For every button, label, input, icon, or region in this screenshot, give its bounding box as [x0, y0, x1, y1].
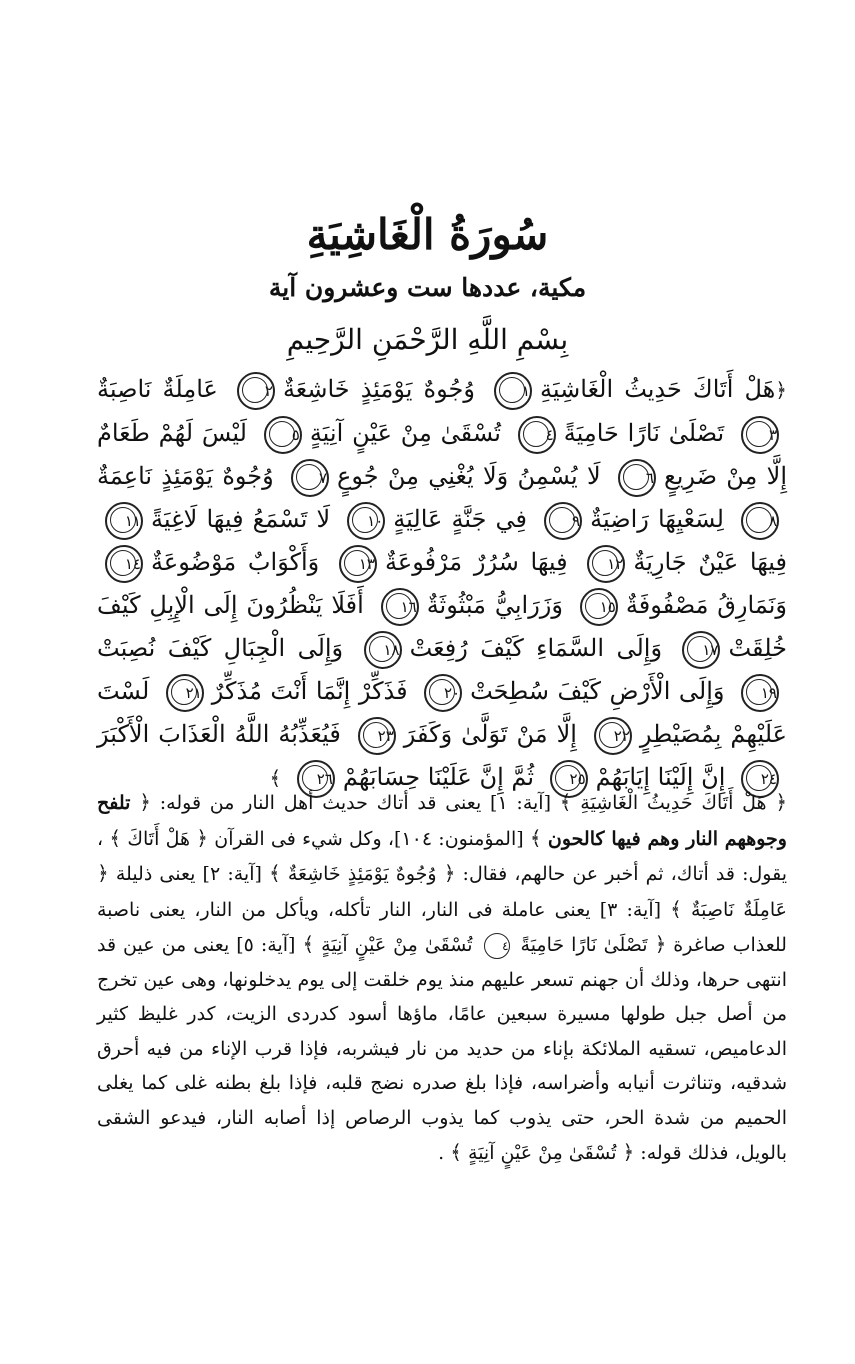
verse-text: وُجُوهٌ يَوْمَئِذٍ نَاعِمَةٌ — [97, 462, 274, 490]
verse-text: لَسْتَ عَلَيْهِمْ بِمُصَيْطِرٍ — [97, 677, 787, 748]
ayah-number-marker: ٢٢ — [594, 717, 632, 755]
bracket-close: ﴾ — [302, 932, 315, 956]
ayah-number-marker: ٢٠ — [424, 674, 462, 712]
bracket-open: ﴿ — [775, 790, 788, 814]
quote-verse: تُسْقَىٰ مِنْ عَيْنٍ آنِيَةٍ — [468, 1142, 617, 1164]
bracket-open: ﴿ — [775, 378, 787, 402]
verse-text: فِيهَا سُرُرٌ مَرْفُوعَةٌ — [385, 548, 568, 576]
ayah-number-marker: ٧ — [291, 459, 329, 497]
ayah-number-marker: ١٥ — [580, 588, 618, 626]
quote-verse: هَلْ أَتَاكَ — [127, 827, 191, 850]
surah-title: سُورَةُ الْغَاشِيَةِ — [306, 210, 549, 259]
ayah-number-marker: ١٩ — [741, 674, 779, 712]
commentary-text: [آية: ٢] يعنى ذليلة — [115, 863, 262, 885]
verse-text: فِي جَنَّةٍ عَالِيَةٍ — [393, 505, 527, 533]
ayah-number-marker: ١ — [494, 372, 532, 410]
commentary-text: ، يقول: قد أتاك، ثم أخبر عن حالهم، فقال: — [97, 827, 787, 885]
ayah-number-marker: ٨ — [741, 502, 779, 540]
quote-verse: تلفح وجوههم النار وهم فيها كالحون — [97, 792, 787, 850]
ayah-number-marker: ٣ — [741, 416, 779, 454]
quran-verses — [97, 368, 787, 800]
bracket-open: ﴿ — [139, 790, 151, 814]
verse-text: لِسَعْيِهَا رَاضِيَةٌ — [590, 505, 724, 533]
ayah-number-marker: ١٤ — [105, 545, 143, 583]
bracket-close: ﴾ — [559, 790, 572, 814]
bracket-open: ﴿ — [622, 1140, 635, 1164]
ayah-number-marker: ١٢ — [587, 545, 625, 583]
ayah-number-marker: ٦ — [618, 459, 656, 497]
verse-text: إِنَّ إِلَيْنَا إِيَابَهُمْ — [595, 763, 726, 791]
bracket-close: ﴾ — [450, 1140, 462, 1164]
quote-verse: وُجُوهٌ يَوْمَئِذٍ خَاشِعَةٌ — [287, 863, 437, 885]
verse-text: وَإِلَى الْجِبَالِ كَيْفَ نُصِبَتْ — [97, 634, 344, 662]
ayah-number-marker: ٢١ — [166, 674, 204, 712]
verse-text: لَا تَسْمَعُ فِيهَا لَاغِيَةً — [151, 505, 331, 533]
ayah-number-marker: ١٠ — [347, 502, 385, 540]
basmala: بِسْمِ اللَّهِ الرَّحْمَنِ الرَّحِيمِ — [286, 323, 569, 356]
commentary-text: [آية: ٣] يعنى عاملة فى النار، النار تأكله، ويأكل من النار، يعنى ناصبة للعذاب صاغرة — [97, 898, 787, 956]
ayah-number-marker: ٤ — [484, 933, 510, 959]
verse-text: أَفَلَا يَنْظُرُونَ إِلَى الْإِبِلِ كَيْفَ خُلِقَتْ — [97, 591, 787, 662]
bracket-open: ﴿ — [196, 825, 209, 850]
ayah-number-marker: ٢ — [237, 372, 275, 410]
quote-verse: تُسْقَىٰ مِنْ عَيْنٍ آنِيَةٍ — [321, 934, 473, 956]
commentary-end: . — [438, 1142, 445, 1164]
ayah-number-marker: ٤ — [518, 416, 556, 454]
ayah-number-marker: ٥ — [264, 416, 302, 454]
bracket-close: ﴾ — [269, 766, 282, 790]
bracket-close: ﴾ — [269, 861, 281, 885]
verse-text: تَصْلَىٰ نَارًا حَامِيَةً — [563, 419, 725, 447]
quote-verse: هَلْ أَتَاكَ حَدِيثُ الْغَاشِيَةِ — [580, 792, 767, 814]
verse-text: لَيْسَ لَهُمْ طَعَامٌ إِلَّا مِنْ ضَرِيعٍ — [97, 419, 788, 490]
ayah-number-marker: ١٦ — [381, 588, 419, 626]
commentary-text: [المؤمنون: ١٠٤]، وكل شيء فى القرآن — [214, 827, 524, 850]
ayah-number-marker: ١٧ — [682, 631, 720, 669]
ayah-number-marker: ١٨ — [364, 631, 402, 669]
verse-text: لَا يُسْمِنُ وَلَا يُغْنِي مِنْ جُوعٍ — [337, 462, 601, 490]
ayah-number-marker: ٢٦ — [297, 760, 335, 798]
commentary-text: [آية: ١] يعنى قد أتاك حديث أهل النار من قوله: — [159, 792, 551, 814]
verse-text: تُسْقَىٰ مِنْ عَيْنٍ آنِيَةٍ — [309, 419, 501, 447]
bracket-close: ﴾ — [529, 825, 542, 850]
bracket-open: ﴿ — [443, 861, 456, 885]
verse-text: وَإِلَى السَّمَاءِ كَيْفَ رُفِعَتْ — [409, 634, 663, 662]
ayah-number-marker: ١٣ — [339, 545, 377, 583]
ayah-number-marker: ٢٥ — [550, 760, 588, 798]
surah-subtitle: مكية، عددها ست وعشرون آية — [268, 273, 587, 302]
ayah-number-marker: ٢٤ — [741, 760, 779, 798]
bracket-open: ﴿ — [97, 861, 109, 885]
verse-text: وَزَرَابِيُّ مَبْثُوثَةٌ — [426, 591, 563, 619]
ayah-number-marker: ٩ — [544, 502, 582, 540]
verse-text: فِيهَا عَيْنٌ جَارِيَةٌ — [633, 548, 787, 576]
quote-verse: تَصْلَىٰ نَارًا حَامِيَةً — [520, 934, 648, 956]
ayah-number-marker: ٢٣ — [358, 717, 396, 755]
verse-text: عَامِلَةٌ نَاصِبَةٌ — [97, 375, 218, 403]
ayah-number-marker: ١١ — [105, 502, 143, 540]
bracket-open: ﴿ — [654, 932, 667, 956]
quote-verse: عَامِلَةٌ نَاصِبَةٌ — [690, 898, 787, 921]
verse-text: هَلْ أَتَاكَ حَدِيثُ الْغَاشِيَةِ — [540, 375, 776, 403]
verse-text: إِلَّا مَنْ تَوَلَّىٰ وَكَفَرَ — [403, 720, 577, 748]
bracket-close: ﴾ — [670, 896, 682, 921]
bracket-close: ﴾ — [109, 825, 122, 850]
verse-text: وَأَكْوَابٌ مَوْضُوعَةٌ — [151, 548, 320, 576]
verse-text: فَيُعَذِّبُهُ اللَّهُ الْعَذَابَ الْأَكْبَرَ — [97, 720, 341, 748]
tafsir-commentary — [97, 785, 787, 1171]
commentary-text: [آية: ٥] يعنى من عين قد انتهى حرها، وذلك أن جهنم تسعر عليهم منذ يوم خلقت إلى يوم يدخلونها، وهى عين تخرج من أصل جبل طولها مسيرة سبعين عامًا، ماؤها أسود كدردى الزيت، كدر غليظ كثير الدعاميص، تسقيه الملائكة بإناء من حديد من نار فيشربه، فإذا قرب الإناء من فيه أحرق شدقيه، وتناثرت أنيابه وأضراسه، فإذا بلغ صدره نضج قلبه، فإذا بلغ بطنه غلى كما يغلى الحميم من شدة الحر، حتى يذوب كما يذوب الرصاص إذا أصابه النار، فيدعو الشقى بالويل، فذلك قوله: — [97, 934, 787, 1164]
verse-text: وَإِلَى الْأَرْضِ كَيْفَ سُطِحَتْ — [470, 677, 725, 705]
verse-text: ثُمَّ إِنَّ عَلَيْنَا حِسَابَهُمْ — [342, 763, 535, 791]
verse-text: فَذَكِّرْ إِنَّمَا أَنْتَ مُذَكِّرٌ — [211, 677, 408, 705]
verse-text: وُجُوهٌ يَوْمَئِذٍ خَاشِعَةٌ — [282, 375, 475, 403]
verse-text: وَنَمَارِقُ مَصْفُوفَةٌ — [625, 591, 787, 619]
